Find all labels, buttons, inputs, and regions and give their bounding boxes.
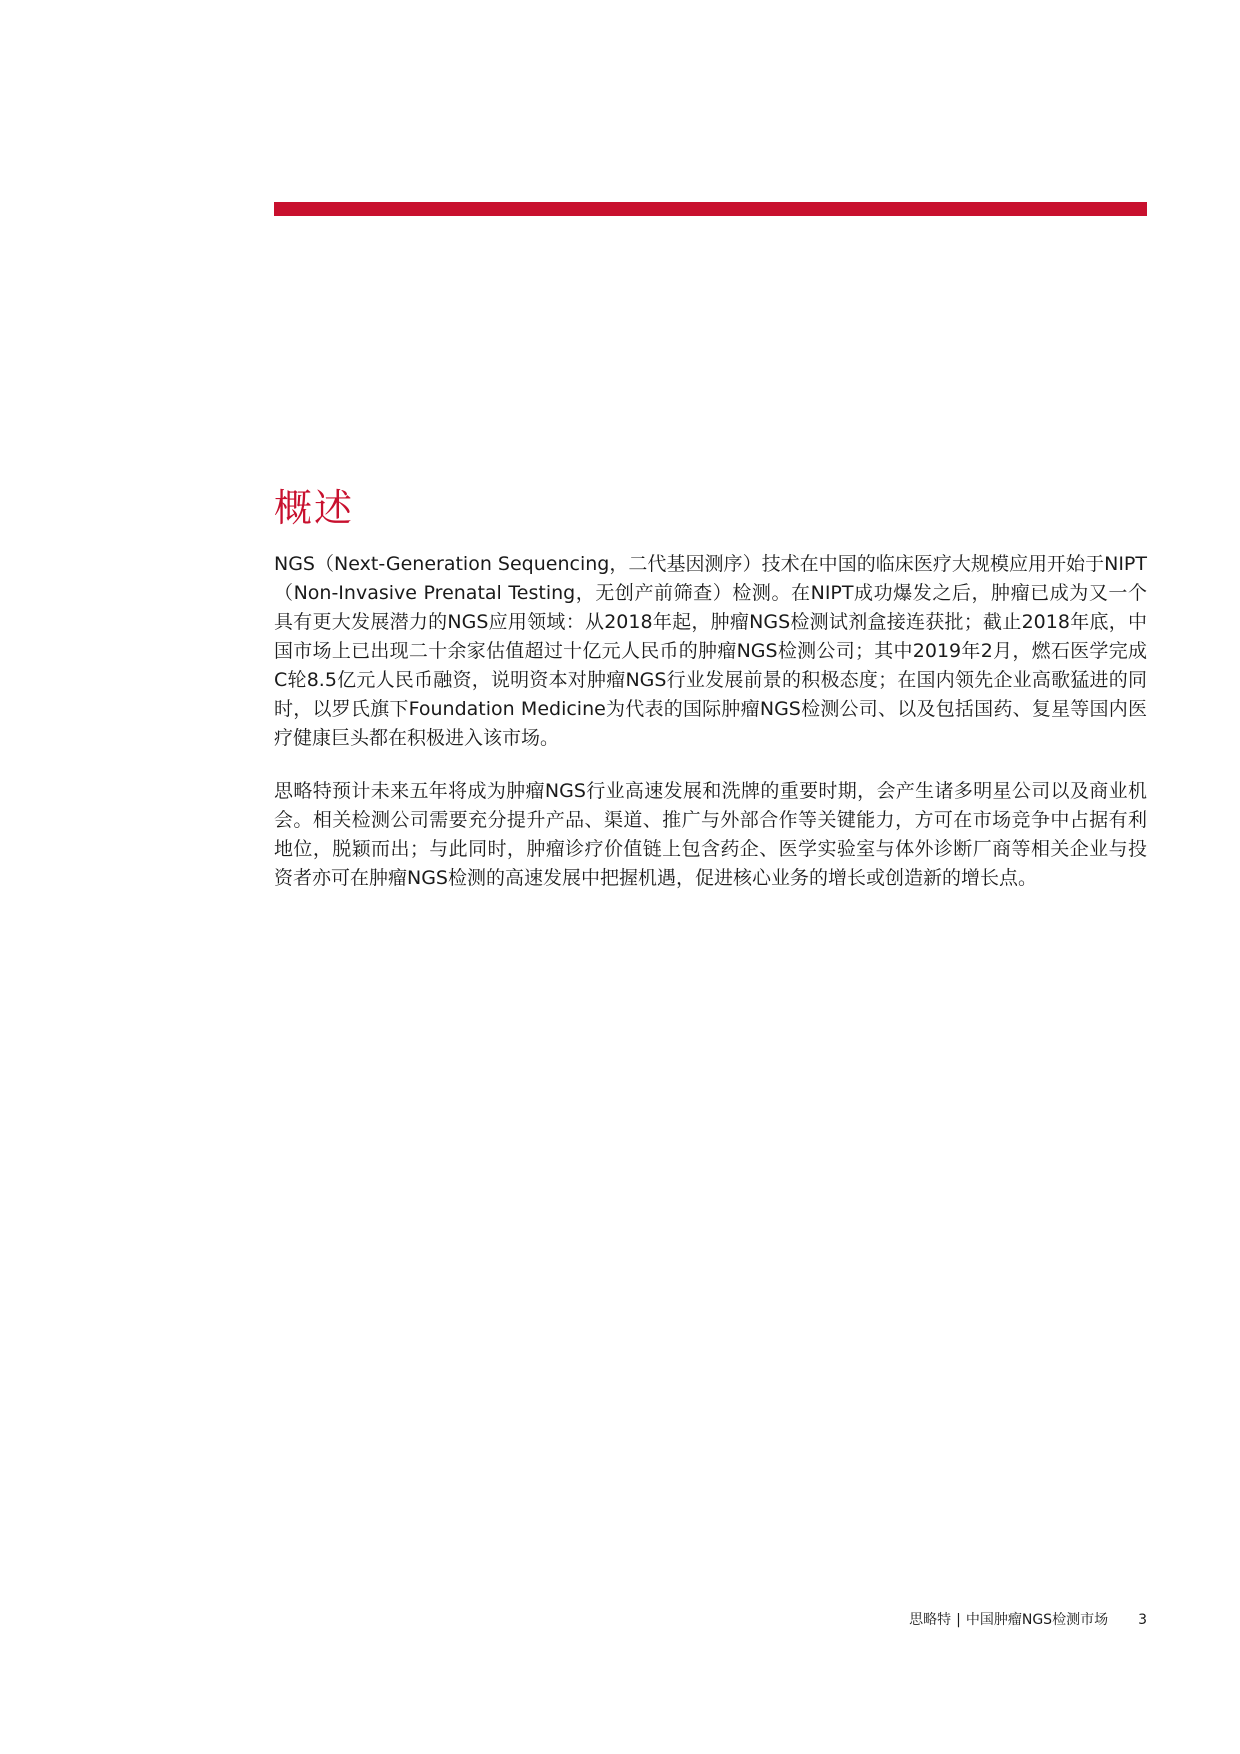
page-number: 3 xyxy=(1138,1612,1147,1628)
paragraph-intro: NGS（Next-Generation Sequencing，二代基因测序）技术在中国的临床医疗大规模应用开始于NIPT（Non-Invasive Prenatal Testing，无创产前筛查）检测。在NIPT成功爆发之后，肿瘤已成为又一个具有更大发展潜力的NGS应用领域：从2018年起，肿瘤NGS检测试剂盒接连获批；截止2018年底，中国市场上已出现二十余家估值超过十亿元人民币的肿瘤NGS检测公司；其中2019年2月，燃石医学完成C轮8.5亿元人民币融资，说明资本对肿瘤NGS行业发展前景的积极态度；在国内领先企业高歌猛进的同时，以罗氏旗下Foundation Medicine为代表的国际肿瘤NGS检测公司、以及包括国药、复星等国内医疗健康巨头都在积极进入该市场。 xyxy=(274,553,1147,749)
page-footer xyxy=(909,1610,1147,1630)
section-title: 概述 xyxy=(274,486,355,530)
paragraph-outlook: 思略特预计未来五年将成为肿瘤NGS行业高速发展和洗牌的重要时期，会产生诸多明星公司以及商业机会。相关检测公司需要充分提升产品、渠道、推广与外部合作等关键能力，方可在市场竞争中占据有利地位，脱颖而出；与此同时，肿瘤诊疗价值链上包含药企、医学实验室与体外诊断厂商等相关企业与投资者亦可在肿瘤NGS检测的高速发展中把握机遇，促进核心业务的增长或创造新的增长点。 xyxy=(274,780,1147,889)
header-accent-bar xyxy=(274,202,1147,216)
footer-brand: 思略特 xyxy=(909,1612,952,1628)
body-text xyxy=(274,550,1147,917)
footer-report-title: 中国肿瘤NGS检测市场 xyxy=(965,1612,1109,1628)
footer-separator: | xyxy=(956,1612,961,1628)
